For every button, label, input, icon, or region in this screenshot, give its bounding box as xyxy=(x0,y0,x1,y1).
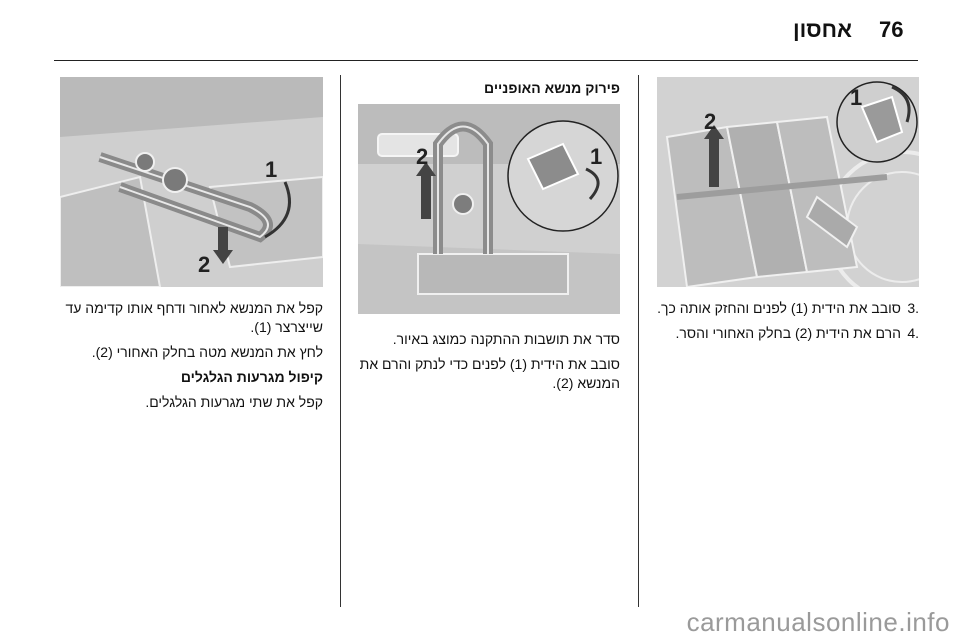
left-column-text xyxy=(60,299,323,418)
step-number: .4 xyxy=(907,325,919,341)
figure-label-1: 1 xyxy=(590,144,603,169)
paragraph: לחץ את המנשא מטה בחלק האחורי (2). xyxy=(91,344,323,360)
header-rule xyxy=(54,60,918,61)
paragraph: קפל את המנשא לאחור ודחף אותו קדימה עד שייצרצר (1). xyxy=(65,300,323,335)
right-column-text xyxy=(657,299,919,349)
paragraph: סדר את תושבות ההתקנה כמוצג באיור. xyxy=(392,331,620,347)
column-divider-right xyxy=(638,75,639,607)
step-3 xyxy=(657,299,919,318)
column-divider-left xyxy=(340,75,341,607)
paragraph: סובב את הידית (1) לפנים כדי לנתק והרם את המנשא (2). xyxy=(359,356,620,391)
figure-label-1: 1 xyxy=(850,85,863,110)
middle-column-heading: פירוק מנשא האופניים xyxy=(484,80,620,96)
carrier-dismount-illustration xyxy=(358,104,620,314)
step-number: .3 xyxy=(907,300,919,316)
page-number: 76 xyxy=(879,17,904,42)
page-header xyxy=(0,0,960,60)
figure-carrier-dismount xyxy=(358,104,620,314)
figure-label-2: 2 xyxy=(198,252,211,277)
figure-label-1: 1 xyxy=(265,157,278,182)
figure-label-2: 2 xyxy=(704,109,717,134)
bike-carrier-illustration xyxy=(657,77,919,287)
figure-label-2: 2 xyxy=(416,144,429,169)
figure-carrier-fold xyxy=(60,77,323,287)
paragraph: קפל את שתי מגרעות הגלגלים. xyxy=(145,394,323,410)
step-4 xyxy=(657,324,919,343)
subheading: קיפול מגרעות הגלגלים xyxy=(180,369,323,385)
carrier-fold-illustration xyxy=(60,77,323,287)
figure-bike-carrier-removal xyxy=(657,77,919,287)
middle-column-text xyxy=(358,330,620,399)
section-title: אחסון xyxy=(792,17,852,42)
step-text: סובב את הידית (1) לפנים והחזק אותה כך. xyxy=(657,300,901,316)
step-text: הרם את הידית (2) בחלק האחורי והסר. xyxy=(675,325,901,341)
watermark: carmanualsonline.info xyxy=(686,607,950,637)
